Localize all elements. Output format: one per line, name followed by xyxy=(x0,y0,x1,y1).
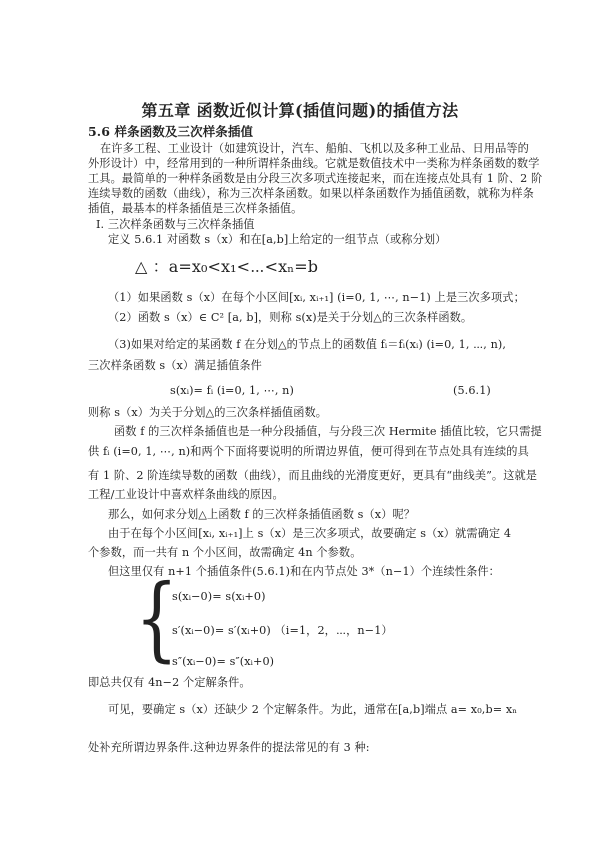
paragraph-line: 由于在每个小区间[xᵢ, xᵢ₊₁]上 s（x）是三次多项式，故要确定 s（x）就需确定 4 xyxy=(108,527,512,540)
condition-3: （3)如果对给定的某函数 f 在分划△的节点上的函数值 fᵢ＝fᵢ(xᵢ) (i=0, 1, ⋯, n), xyxy=(108,338,507,351)
paragraph-line: 供 fᵢ (i=0, 1, ⋯, n)和两个下面将要说明的所谓边界值，便可得到在节点处具有连续的具 xyxy=(88,445,529,458)
paragraph-line: 函数 f 的三次样条插值也是一种分段插值，与分段三次 Hermite 插值比较，它只需提 xyxy=(114,425,542,438)
condition-1: （1）如果函数 s（x）在每个小区间[xᵢ, xᵢ₊₁] (i=0, 1, ⋯, n−1) 上是三次多项式； xyxy=(108,291,525,304)
paragraph-line: 三次样条函数 s（x）满足插值条件 xyxy=(88,359,262,372)
paragraph-line: 则称 s（x）为关于分划△的三次条样插值函数。 xyxy=(88,406,328,419)
chapter-title: 第五章 函数近似计算(插值问题)的插值方法 xyxy=(141,101,459,120)
paragraph-line: 即总共仅有 4n−2 个定解条件。 xyxy=(88,676,251,689)
interpolation-condition: s(xᵢ)= fᵢ (i=0, 1, ⋯, n) xyxy=(170,384,294,397)
paragraph-line: 那么，如何求分划△上函数 f 的三次样条插值函数 s（x）呢？ xyxy=(108,508,416,521)
paragraph-line: 外形设计）中，经常用到的一种所谓样条曲线。它就是数值技术中一类称为样条函数的数学 xyxy=(88,157,540,170)
paragraph-line: 工程/工业设计中喜欢样条曲线的原因。 xyxy=(88,488,284,501)
paragraph-line: 可见，要确定 s（x）还缺少 2 个定解条件。为此，通常在[a,b]端点 a= x₀,b= xₙ xyxy=(108,703,518,716)
paragraph-line: 但这里仅有 n+1 个插值条件(5.6.1)和在内节点处 3*（n−1）个连续性条件： xyxy=(108,565,500,578)
paragraph-line: 在许多工程、工业设计（如建筑设计，汽车、船舶、飞机以及多种工业品、日用品等的 xyxy=(100,142,529,155)
paragraph-line: 连续导数的函数（曲线），称为三次样条函数。如果以样条函数作为插值函数，就称为样条 xyxy=(88,187,534,200)
paragraph-line: 有 1 阶、2 阶连续导数的函数（曲线），而且曲线的光滑度更好，更具有“曲线美”。这就是 xyxy=(88,469,538,482)
paragraph-line: 插值，最基本的样条插值是三次样条插值。 xyxy=(88,202,303,215)
continuity-condition: s″(xᵢ−0)= s″(xᵢ+0) xyxy=(172,655,275,668)
paragraph-line: 个参数，而一共有 n 个小区间，故需确定 4n 个参数。 xyxy=(88,546,362,559)
equation-number: (5.6.1) xyxy=(453,384,491,397)
continuity-condition: s(xᵢ−0)= s(xᵢ+0) xyxy=(172,590,266,603)
condition-2: （2）函数 s（x）∈ C² [a, b]，则称 s(x)是关于分划△的三次条样函数。 xyxy=(108,311,473,324)
definition-line: 定义 5.6.1 对函数 s（x）和在[a,b]上给定的一组节点（或称分划） xyxy=(108,233,447,246)
continuity-condition: s′(xᵢ−0)= s′(xᵢ+0) （i=1，2，⋯，n−1） xyxy=(172,624,393,637)
section-heading: 5.6 样条函数及三次样条插值 xyxy=(88,124,254,139)
left-brace: { xyxy=(135,565,179,673)
partition-formula: △ ：a=x₀<x₁<⋯<xₙ=b xyxy=(135,257,319,276)
paragraph-line: 处补充所谓边界条件.这种边界条件的提法常见的有 3 种: xyxy=(88,741,370,754)
subsection-heading: I. 三次样条函数与三次样条插值 xyxy=(96,218,255,231)
paragraph-line: 工具。最简单的一种样条函数是由分段三次多项式连接起来，而在连接点处具有 1 阶、2 阶 xyxy=(88,172,543,185)
